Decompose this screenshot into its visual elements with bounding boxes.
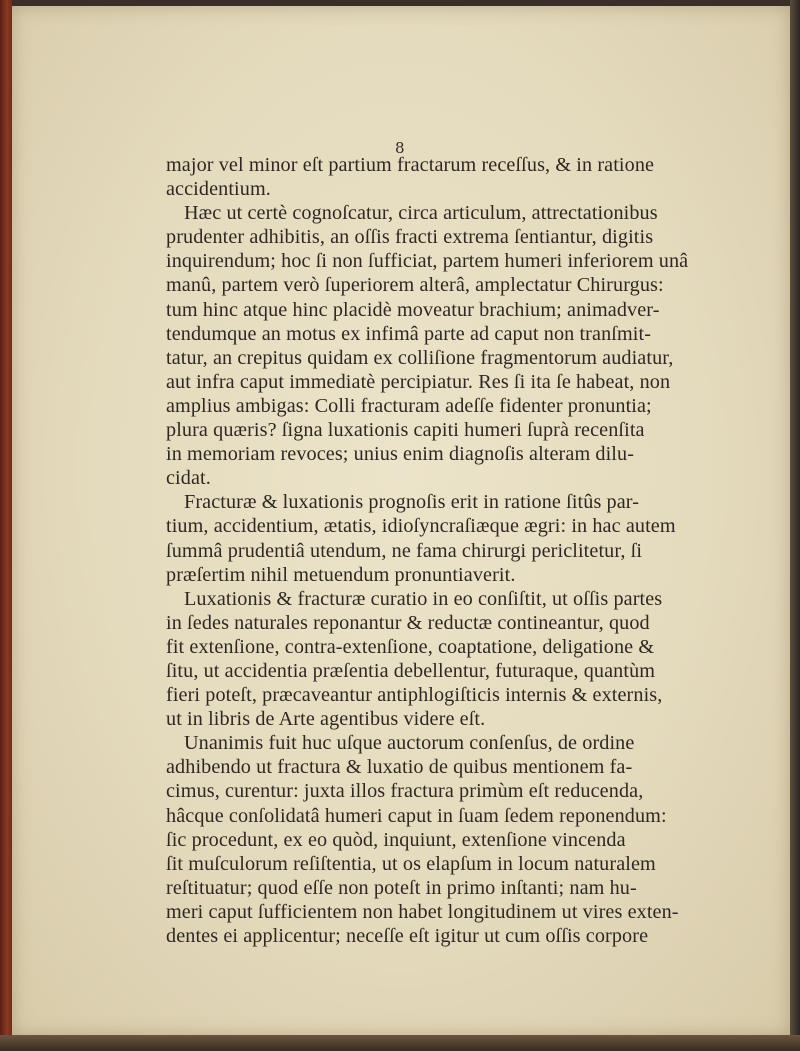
text-line: accidentium. bbox=[166, 178, 271, 201]
text-line: plura quæris? ſigna luxationis capiti humeri ſuprà recenſita bbox=[166, 419, 645, 442]
text-line: cimus, curentur: juxta illos fractura primùm eſt reducenda, bbox=[166, 780, 644, 803]
text-line: tum hinc atque hinc placidè moveatur brachium; animadver- bbox=[166, 298, 660, 321]
text-line: fieri poteſt, præcaveantur antiphlogiſticis internis & externis, bbox=[166, 684, 663, 707]
bottom-edge bbox=[0, 1035, 800, 1051]
text-line: inquirendum; hoc ſi non ſufficiat, partem humeri inferiorem unâ bbox=[166, 250, 689, 273]
text-line: ſitu, ut accidentia præſentia debellentur, futuraque, quantùm bbox=[166, 659, 656, 682]
page-right-edge bbox=[790, 0, 800, 1051]
text-line: tatur, an crepitus quidam ex colliſione fragmentorum audiatur, bbox=[166, 346, 674, 369]
text-line: aut infra caput immediatè percipiatur. Res ſi ita ſe habeat, non bbox=[166, 370, 671, 393]
text-line: in memoriam revoces; unius enim diagnoſis alteram dilu- bbox=[166, 443, 635, 466]
body-text bbox=[166, 153, 778, 948]
text-line: in ſedes naturales reponantur & reductæ contineantur, quod bbox=[166, 611, 650, 634]
text-line: ſummâ prudentiâ utendum, ne fama chirurgi periclitetur, ſi bbox=[166, 539, 643, 562]
text-line: præſertim nihil metuendum pronuntiaverit. bbox=[166, 563, 516, 586]
text-line: dentes ei applicentur; neceſſe eſt igitur ut cum oſſis corpore bbox=[166, 925, 649, 947]
text-line: Unanimis fuit huc uſque auctorum conſenſus, de ordine bbox=[184, 732, 635, 755]
text-line: amplius ambigas: Colli fracturam adeſſe fidenter pronuntia; bbox=[166, 394, 652, 417]
page-number: 8 bbox=[395, 139, 405, 157]
text-line: prudenter adhibitis, an oſſis fracti extrema ſentiantur, digitis bbox=[166, 226, 654, 249]
text-line: ſic procedunt, ex eo quòd, inquiunt, extenſione vincenda bbox=[166, 828, 626, 851]
text-line: manû, partem verò ſuperiorem alterâ, amplectatur Chirurgus: bbox=[166, 274, 664, 297]
text-line: tium, accidentium, ætatis, idioſyncraſiæque ægri: in hac autem bbox=[166, 515, 676, 538]
text-line: ſit muſculorum reſiſtentia, ut os elapſum in locum naturalem bbox=[166, 852, 656, 875]
text-line: hâcque conſolidatâ humeri caput in ſuam ſedem reponendum: bbox=[166, 804, 667, 827]
text-line: cidat. bbox=[166, 467, 211, 490]
text-line: meri caput ſufficientem non habet longitudinem ut vires exten- bbox=[166, 900, 679, 923]
text-line: ut in libris de Arte agentibus videre eſt. bbox=[166, 708, 486, 731]
text-line: Fracturæ & luxationis prognoſis erit in ratione ſitûs par- bbox=[184, 491, 640, 514]
binding-edge bbox=[0, 0, 12, 1051]
text-line: tendumque an motus ex infimâ parte ad caput non tranſmit- bbox=[166, 322, 652, 345]
text-line: major vel minor eſt partium fractarum receſſus, & in ratione bbox=[166, 154, 655, 176]
text-line: reſtituatur; quod eſſe non poteſt in primo inſtanti; nam hu- bbox=[166, 876, 637, 899]
text-line: Luxationis & fracturæ curatio in eo conſiſtit, ut oſſis partes bbox=[184, 587, 663, 610]
text-line: adhibendo ut fractura & luxatio de quibus mentionem fa- bbox=[166, 756, 633, 779]
text-line: Hæc ut certè cognoſcatur, circa articulum, attrectationibus bbox=[184, 202, 658, 225]
text-line: fit extenſione, contra-extenſione, coaptatione, deligatione & bbox=[166, 635, 655, 658]
